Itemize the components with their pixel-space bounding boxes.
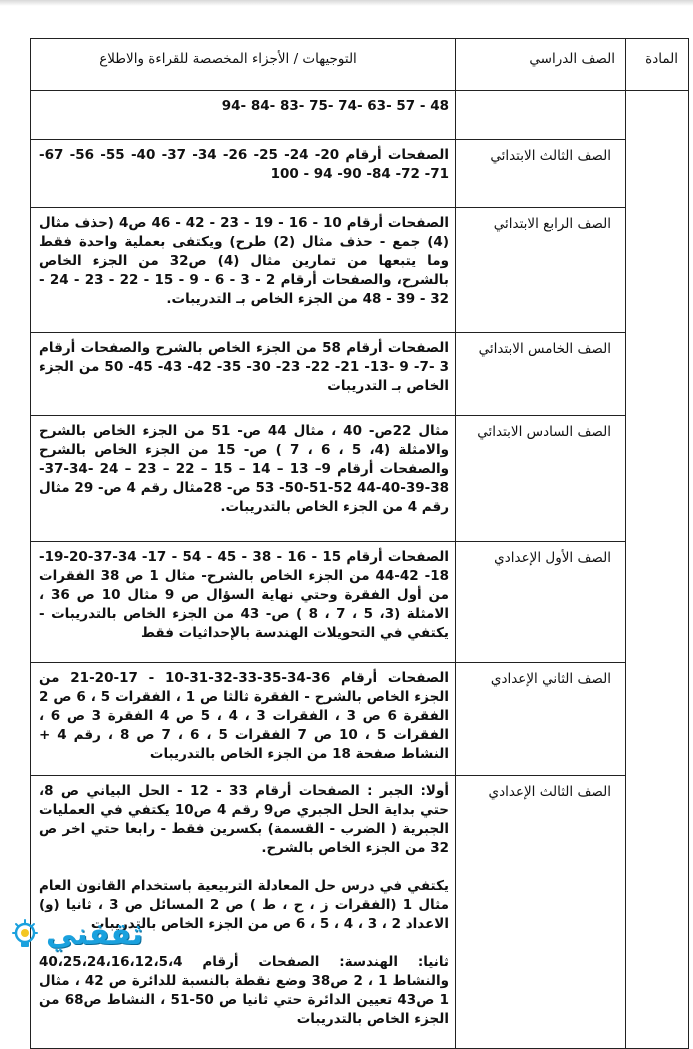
table-row xyxy=(31,208,689,333)
content-paragraph: الصفحات أرقام 20- 24- 25- 26- 34- 37- 40- 55- 56- 67- 71- 72- 84- 90- 94 - 100 xyxy=(34,147,449,182)
watermark-text: ثقفني xyxy=(46,917,144,952)
grade-cell: الصف السادس الابتدائي xyxy=(456,416,626,542)
table-row xyxy=(31,416,689,542)
content-cell xyxy=(31,542,456,663)
content-paragraph: الصفحات أرقام 58 من الجزء الخاص بالشرح والصفحات أرقام 3 -7- 9 -13- 21- 22- 23- 30- 35- 42- 43- 45- 50 من الجزء الخاص بـ التدريبات xyxy=(34,340,450,394)
table-row xyxy=(31,91,689,140)
curriculum-table xyxy=(30,38,689,1049)
table-row xyxy=(31,663,689,776)
grade-cell: الصف الخامس الابتدائي xyxy=(456,333,626,416)
table-row xyxy=(31,542,689,663)
content-paragraph: أولا: الجبر : الصفحات أرقام 33 - 12 - الحل البياني ص 8، حتي بداية الحل الجبري ص9 رقم 4 ص10 يكتفي في العمليات الجبرية ( الضرب - القسمة) بكسرين فقط - رابعا حتي اخر ص 32 من الجزء الخاص بالشرح. xyxy=(34,783,449,856)
header-grade: الصف الدراسي xyxy=(456,39,626,91)
content-cell xyxy=(31,91,456,140)
grade-cell: الصف الثالث الإعدادي xyxy=(456,776,626,1049)
table-header-row xyxy=(31,39,689,91)
grade-cell: الصف الأول الإعدادي xyxy=(456,542,626,663)
lightbulb-icon xyxy=(8,918,42,952)
document-page xyxy=(30,38,688,1027)
content-paragraph: الصفحات أرقام 36-34-35-33-32-31-10 - 17-20-21 من الجزء الخاص بالشرح - الفقرة ثالثا ص 1 ، الفقرات 5 ، 6 ص 2 الفقرة 6 ص 3 ، الفقرات 3 ، 4 ، 5 ص 4 الفقرة 3 ص 6 ، الفقرات 5 ، 10 ص 7 الفقرات 5 ، 6 ، 7 ص 8 ، رقم 4 + النشاط صفحة 18 من الجزء الخاص بالتدريبات xyxy=(34,670,450,762)
header-subject: المادة xyxy=(626,39,689,91)
grade-cell: الصف الثاني الإعدادي xyxy=(456,663,626,776)
grade-cell: الصف الرابع الابتدائي xyxy=(456,208,626,333)
content-paragraph: يكتفي في درس حل المعادلة التربيعية باستخدام القانون العام مثال 1 (الفقرات ز ، ح ، ط ) ص 2 المسائل ص 3 ، ثانيا (و) الاعداد 2 ، 3 ، 4 ، 5 ، 6 ص من الجزء الخاص بالتدريبات xyxy=(34,878,449,932)
grade-cell: الصف الثالث الابتدائي xyxy=(456,140,626,208)
site-watermark xyxy=(8,917,143,952)
content-paragraph: ثانيا: الهندسة: الصفحات أرقام 40،25،24،16،12،5،4 والنشاط 1 ، 2 ص38 وضع نقطة بالنسبة للدائرة ص 42 ، مثال 1 ص43 تعيين الدائرة حتي ثانيا ص 50-51 ، النشاط ص68 من الجزء الخاص بالتدريبات xyxy=(34,954,449,1027)
subject-cell xyxy=(626,91,689,1049)
content-paragraph: الصفحات أرقام 15 - 16 - 38 - 45 - 54 - 17- 34-37-20-19-18- 42-44 من الجزء الخاص بالشرح- مثال 1 ص 38 الفقرات من أول الفقرة وحتي نهاية السؤال ص 9 مثال 10 ص 36 ، الامثلة (3، 5 ، 7 ، 8 ) ص- 43 من الجزء الخاص بالتدريبات - يكتفي في التحويلات الهندسة بالإحداثيات فقط xyxy=(34,549,450,641)
content-cell xyxy=(31,776,456,1049)
table-row xyxy=(31,140,689,208)
content-cell xyxy=(31,333,456,416)
content-cell xyxy=(31,416,456,542)
grade-cell xyxy=(456,91,626,140)
content-paragraph: 48 - 57 -63 -74 -75 -83 -84 -94 xyxy=(221,98,449,114)
table-row xyxy=(31,776,689,1049)
content-cell xyxy=(31,663,456,776)
table-row xyxy=(31,333,689,416)
header-content: التوجيهات / الأجزاء المخصصة للقراءة والاطلاع xyxy=(31,39,456,91)
content-cell xyxy=(31,140,456,208)
content-paragraph: مثال 22ص- 40 ، مثال 44 ص- 51 من الجزء الخاص بالشرح والامثلة (4، 5 ، 6 ، 7 ) ص- 15 من الجزء الخاص بالشرح والصفحات أرقام 9– 13 – 14 – 15 – 22 – 23 – 24 -34-37-38-39-40-44 52-51-50- 53 ص- 28مثال رقم 4 ص- 29 مثال رقم 4 من الجزء الخاص بالتدريبات. xyxy=(34,423,450,515)
page-edge xyxy=(0,0,693,6)
content-paragraph: الصفحات أرقام 10 - 16 - 19 - 23 - 42 - 46 ص4 (حذف مثال (4) جمع - حذف مثال (2) طرح) ويكتفى بعملية واحدة فقط وما يتبعها من تمارين مثال (4) ص32 من الجزء الخاص بالشرح، والصفحات أرقام 2 - 3 - 6 - 9 - 15 - 22 - 23 - 24 - 32 - 39 - 48 من الجزء الخاص بـ التدريبات. xyxy=(34,215,449,307)
content-cell xyxy=(31,208,456,333)
